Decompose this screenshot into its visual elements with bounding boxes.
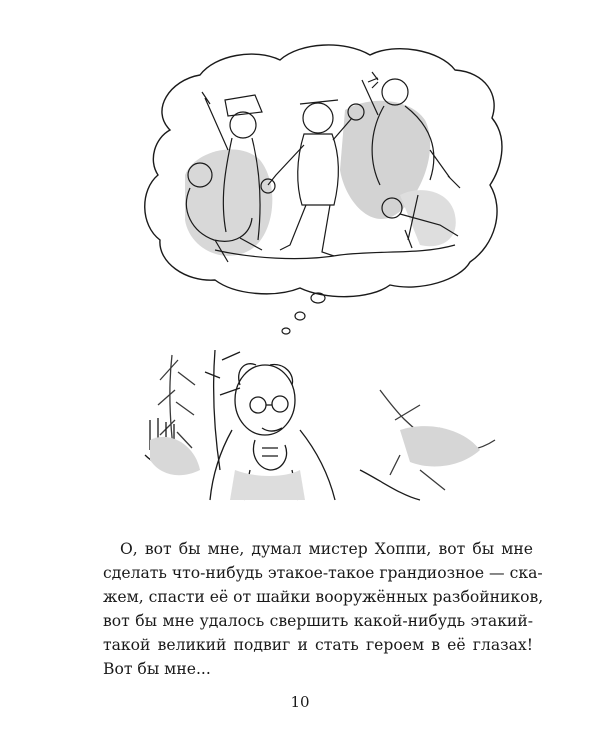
paragraph-line: О, вот бы мне, думал мистер Хоппи, вот бы мне xyxy=(120,540,533,558)
paragraph-line: сделать что-нибудь этакое-такое грандиозное — ска- xyxy=(103,564,543,582)
paragraph-line: вот бы мне удалось свершить какой-нибудь этакий- xyxy=(103,612,533,630)
crowd-sketch xyxy=(185,72,460,262)
man-thinking-sketch xyxy=(145,350,495,500)
paragraph-line: жем, спасти её от шайки вооружённых разбойников, xyxy=(103,588,544,606)
page-number: 10 xyxy=(290,693,310,711)
thought-dots xyxy=(282,293,325,334)
paragraph-line: такой великий подвиг и стать героем в её глазах! xyxy=(103,636,533,654)
paragraph-line: Вот бы мне... xyxy=(103,660,211,678)
body-paragraph xyxy=(103,537,544,681)
